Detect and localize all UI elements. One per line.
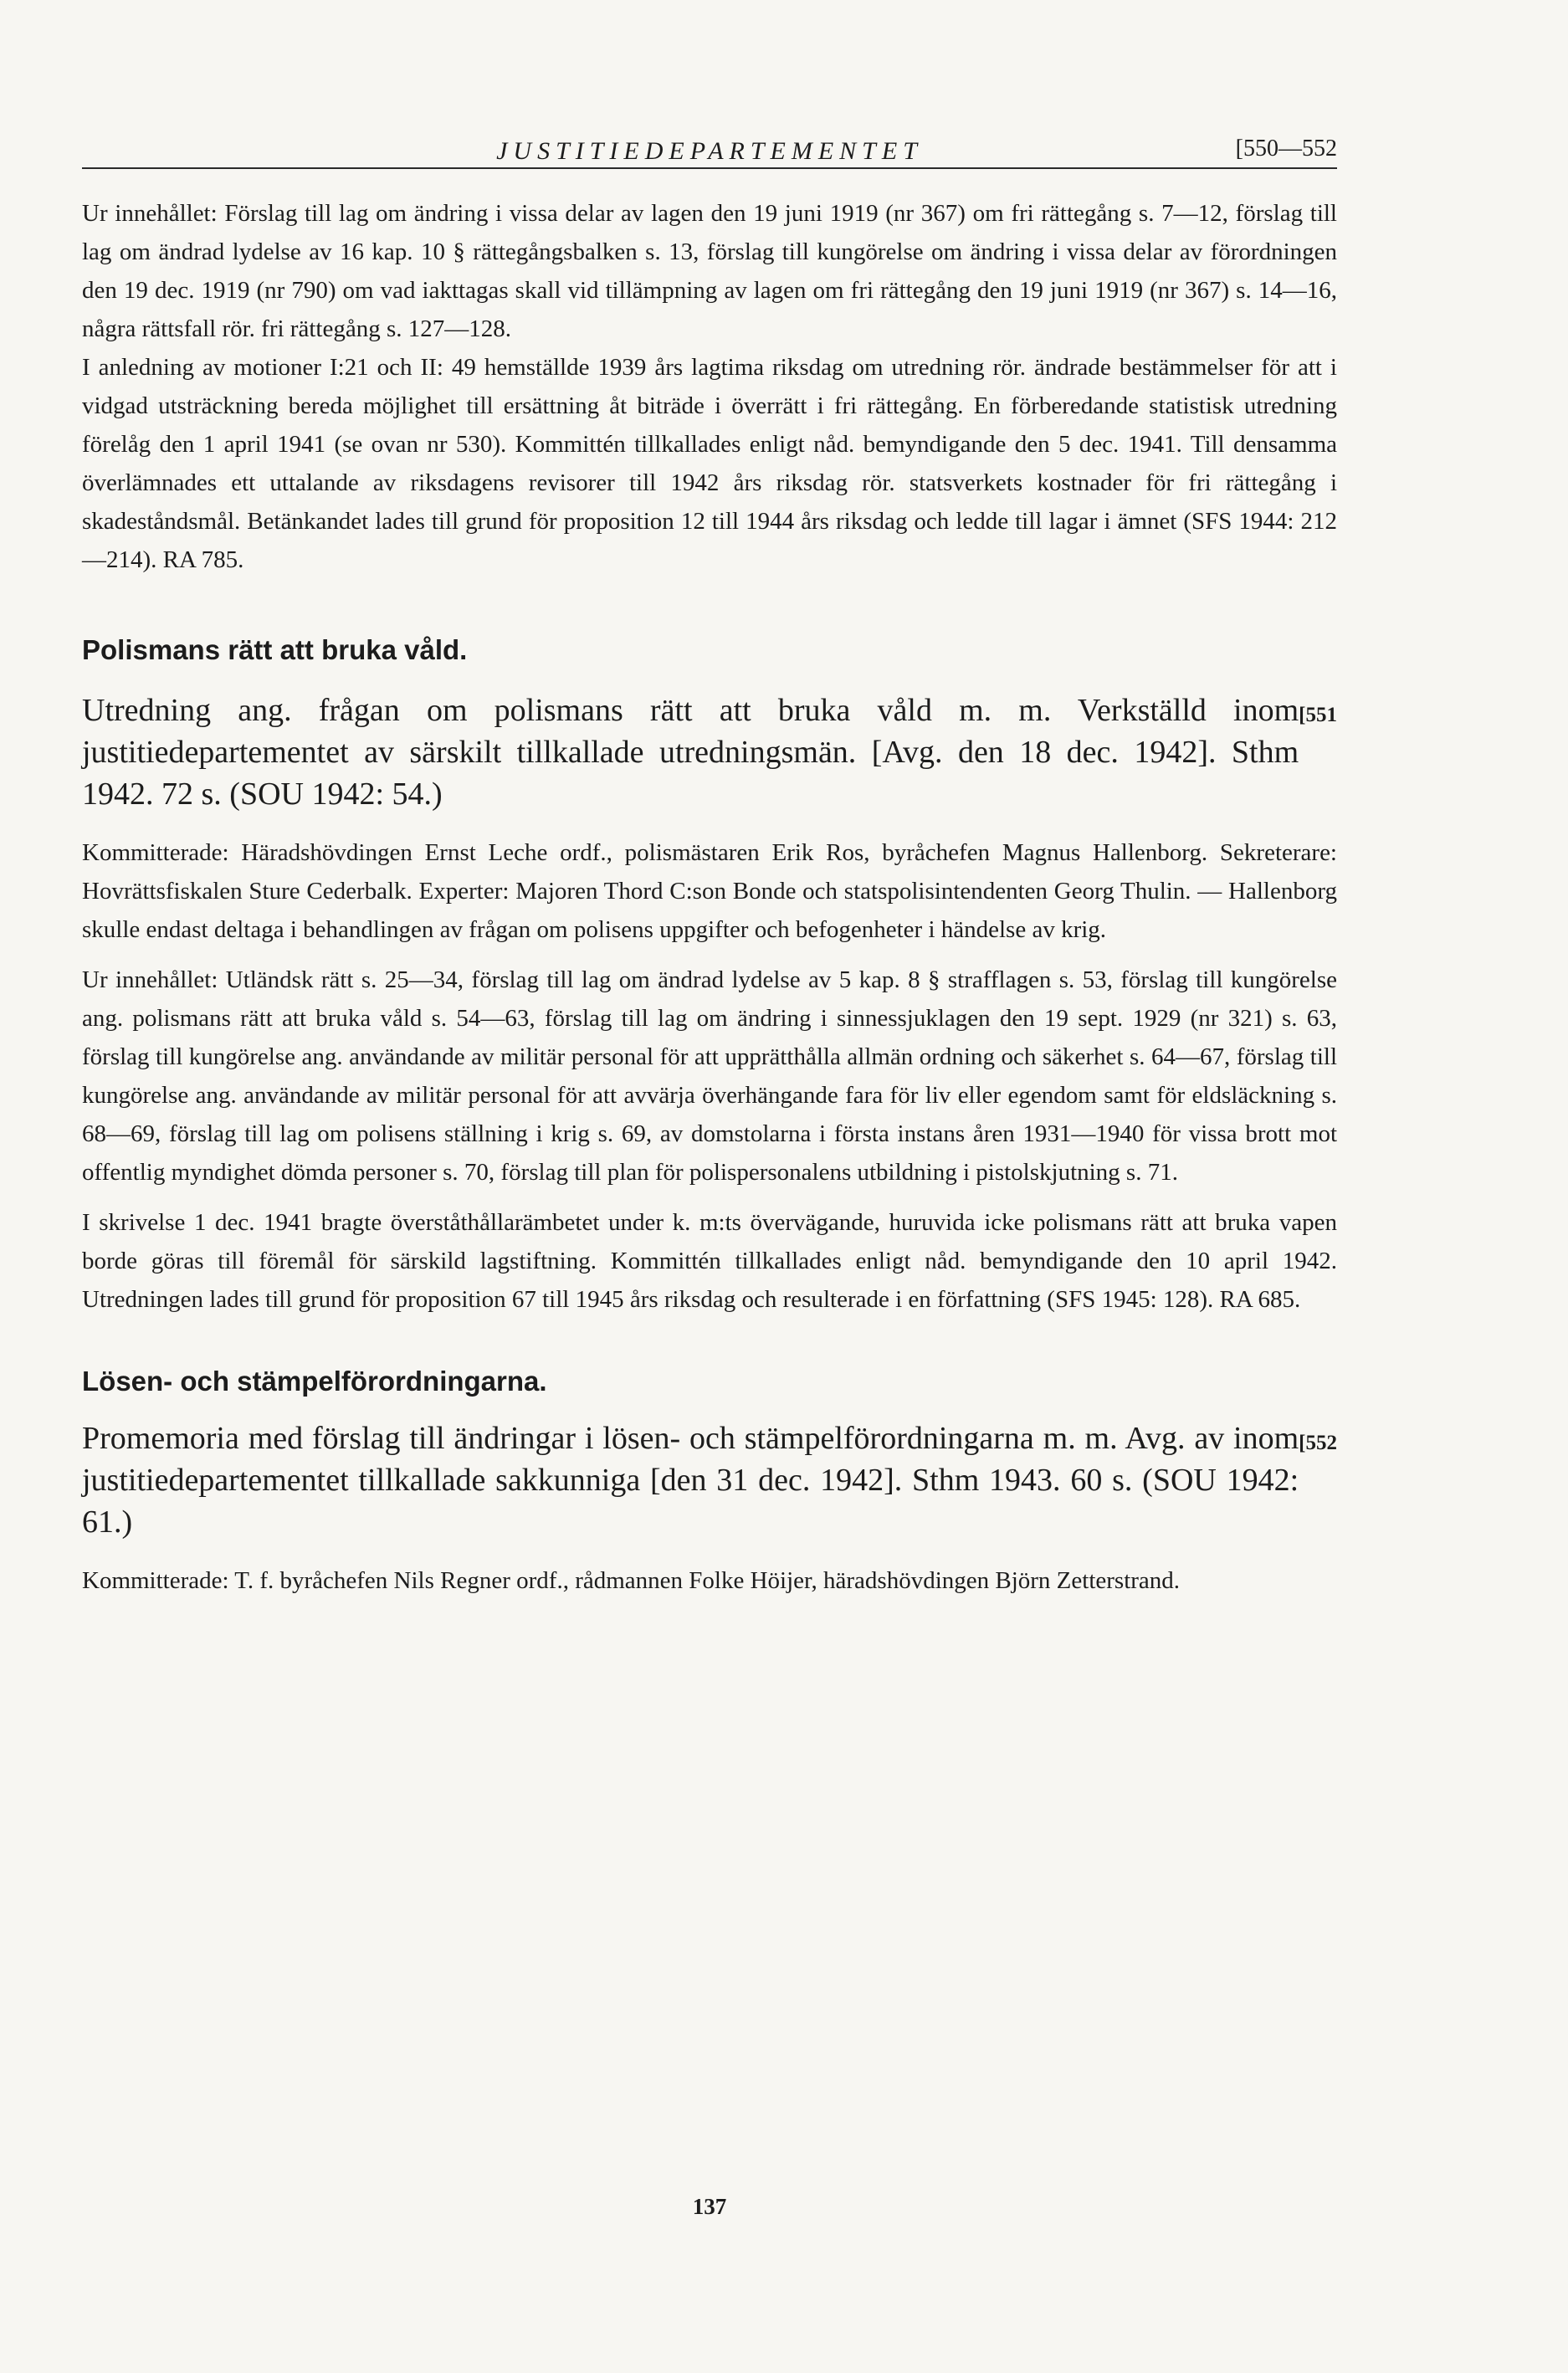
entry-ref-552: [552 bbox=[1299, 1432, 1337, 1454]
running-header bbox=[82, 126, 1337, 169]
header-entry-range: [550—552 bbox=[1235, 136, 1337, 161]
document-page bbox=[82, 126, 1337, 2219]
header-title: JUSTITIEDEPARTEMENTET bbox=[496, 137, 923, 165]
citation-551 bbox=[82, 689, 1337, 815]
citation-552-text: Promemoria med förslag till ändringar i lösen- och stämpelförordningarna m. m. Avg. av inom justitiedepartementet tillkallade sakkunniga [den 31 dec. 1942]. Sthm 1943. 60 s. (SOU 1942: 61.) bbox=[82, 1421, 1299, 1540]
committee-552: Kommitterade: T. f. byråchefen Nils Regner ordf., rådmannen Folke Höijer, häradshövdingen Björn Zetterstrand. bbox=[82, 1567, 1181, 1594]
citation-551-text: Utredning ang. frågan om polismans rätt att bruka våld m. m. Verkställd inom justitiedepartementet av särskilt tillkallade utredningsmän. [Avg. den 18 dec. 1942]. Sthm 1942. 72 s. (SOU 1942: 54.) bbox=[82, 693, 1299, 812]
citation-552 bbox=[82, 1417, 1337, 1543]
committee-551: Kommitterade: Häradshövdingen Ernst Leche ordf., polismästaren Erik Ros, byråchefen Magnus Hallenborg. Sekreterare: Hovrättsfiskalen Sture Cederbalk. Experter: Majoren Thord C:son Bonde och statspolisintendenten Georg Thulin. — Hallenborg skulle endast deltaga i behandlingen av frågan om polisens uppgifter och befogenheter i händelse av krig. bbox=[82, 839, 1337, 943]
intro-background-paragraph: I anledning av motioner I:21 och II: 49 hemställde 1939 års lagtima riksdag om utredning rör. ändrade bestämmelser för att i vidgad utsträckning bereda möjlighet till ersättning åt biträde i överrätt i fri rättegång. En förberedande statistisk utredning förelåg den 1 april 1941 (se ovan nr 530). Kommittén tillkallades enligt nåd. bemyndigande den 5 dec. 1941. Till densamma överlämnades ett uttalande av riksdagens revisorer till 1942 års riksdag rör. statsverkets kostnader för fri rättegång i skadeståndsmål. Betänkandet lades till grund för proposition 12 till 1944 års riksdag och ledde till lagar i ämnet (SFS 1944: 212—214). RA 785. bbox=[82, 354, 1337, 573]
page-number: 137 bbox=[692, 2194, 727, 2219]
section-title-losen: Lösen- och stämpelförordningarna. bbox=[82, 1366, 547, 1397]
entry-ref-551: [551 bbox=[1299, 704, 1337, 726]
background-551: I skrivelse 1 dec. 1941 bragte överståthållarämbetet under k. m:ts övervägande, huruvida icke polismans rätt att bruka vapen borde göras till föremål för särskild lagstiftning. Kommittén tillkallades enligt nåd. bemyndigande den 10 april 1942. Utredningen lades till grund för proposition 67 till 1945 års riksdag och resulterade i en författning (SFS 1945: 128). RA 685. bbox=[82, 1209, 1337, 1313]
contents-551: Ur innehållet: Utländsk rätt s. 25—34, förslag till lag om ändrad lydelse av 5 kap. 8 § strafflagen s. 53, förslag till kungörelse ang. polismans rätt att bruka våld s. 54—63, förslag till lag om ändring i sinnessjuklagen den 19 sept. 1929 (nr 321) s. 63, förslag till kungörelse ang. användande av militär personal för att upprätthålla allmän ordning och säkerhet s. 64—67, förslag till kungörelse ang. användande av militär personal för att avvärja överhängande fara för liv eller egendom samt för eldsläckning s. 68—69, förslag till lag om polisens ställning i krig s. 69, av domstolarna i första instans åren 1931—1940 för vissa brott mot offentlig myndighet dömda personer s. 70, förslag till plan för polispersonalens utbildning i pistolskjutning s. 71. bbox=[82, 966, 1337, 1186]
section-title-polismans: Polismans rätt att bruka våld. bbox=[82, 634, 468, 665]
intro-contents-paragraph: Ur innehållet: Förslag till lag om ändring i vissa delar av lagen den 19 juni 1919 (nr 367) om fri rättegång s. 7—12, förslag till lag om ändrad lydelse av 16 kap. 10 § rättegångsbalken s. 13, förslag till kungörelse om ändring i vissa delar av förordningen den 19 dec. 1919 (nr 790) om vad iakttagas skall vid tillämpning av lagen om fri rättegång den 19 juni 1919 (nr 367) s. 14—16, några rättsfall rör. fri rättegång s. 127—128. bbox=[82, 200, 1337, 342]
